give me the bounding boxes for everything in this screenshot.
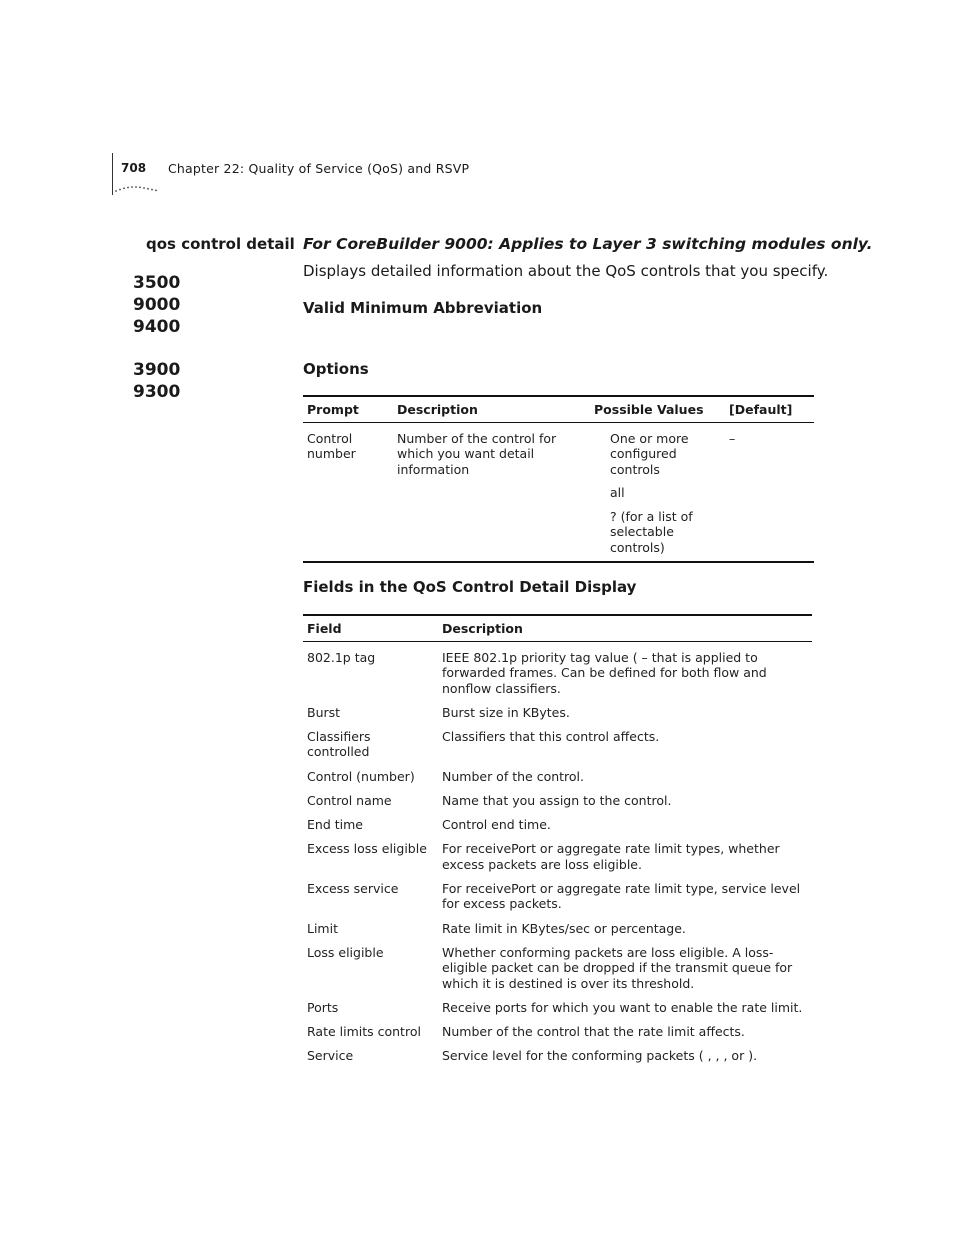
platform-list-1 [133, 272, 180, 338]
page-number: 708 [121, 161, 147, 175]
options-row [303, 422, 814, 562]
option-values [590, 422, 725, 562]
field-name: Control (number) [307, 768, 415, 784]
field-name: Control name [307, 792, 392, 808]
heading-valid-min-abbrev: Valid Minimum Abbreviation [303, 299, 543, 317]
table-row [303, 840, 812, 880]
table-row [303, 1023, 812, 1047]
field-name: Burst [307, 704, 341, 720]
col-field-description: Description [442, 621, 523, 636]
options-table [303, 395, 814, 563]
applies-note: For CoreBuilder 9000: Applies to Layer 3 switching modules only. [303, 235, 873, 253]
header-rule [112, 153, 113, 195]
field-description: Classifiers that this control affects. [442, 728, 660, 744]
table-row [303, 704, 812, 728]
table-row [303, 728, 812, 768]
col-field: Field [307, 621, 342, 636]
field-name: Excess service [307, 880, 399, 896]
field-description: Control end time. [442, 816, 551, 832]
table-row [303, 816, 812, 840]
table-row [303, 1047, 812, 1071]
platform-3900: 3900 [133, 360, 181, 380]
option-value: ? (for a list of selectable controls) [610, 508, 693, 555]
chapter-title-text: Chapter 22: Quality of Service (QoS) and RSVP [168, 161, 470, 176]
field-description: IEEE 802.1p priority tag value ( – that is applied to forwarded frames. Can be defined for both flow and nonflow classifiers. [442, 649, 767, 696]
field-name: Limit [307, 920, 338, 936]
command-name: qos control detail [146, 235, 295, 253]
platform-9400: 9400 [133, 317, 181, 337]
col-default: [Default] [729, 402, 793, 417]
col-possible-values: Possible Values [594, 402, 704, 417]
heading-fields: Fields in the QoS Control Detail Display [303, 578, 637, 596]
platform-9300: 9300 [133, 382, 181, 402]
field-name: Ports [307, 999, 339, 1015]
field-name: 802.1p tag [307, 649, 376, 665]
header-dots-ornament [114, 185, 158, 193]
table-row [303, 880, 812, 920]
command-description: Displays detailed information about the QoS controls that you specify. [303, 262, 829, 280]
platform-3500: 3500 [133, 273, 181, 293]
field-description: Service level for the conforming packets ( , , , or ). [442, 1048, 758, 1064]
field-description: Whether conforming packets are loss eligible. A loss-eligible packet can be dropped if the transmit queue for which it is destined is over its threshold. [442, 944, 793, 991]
table-row [303, 999, 812, 1023]
field-name: Service [307, 1048, 354, 1064]
table-row [303, 641, 812, 704]
option-value: all [610, 485, 625, 500]
heading-options: Options [303, 360, 369, 378]
fields-header-row [303, 615, 812, 641]
field-description: Rate limit in KBytes/sec or percentage. [442, 920, 686, 936]
field-description: Number of the control. [442, 768, 584, 784]
chapter-title [168, 161, 469, 176]
field-description: Number of the control that the rate limit affects. [442, 1024, 745, 1040]
field-description: Receive ports for which you want to enable the rate limit. [442, 999, 803, 1015]
table-row [303, 920, 812, 944]
option-prompt: Control number [307, 430, 356, 461]
fields-table [303, 614, 812, 1071]
field-description: For receivePort or aggregate rate limit types, whether excess packets are loss eligible. [442, 841, 780, 872]
options-header-row [303, 396, 814, 422]
field-name: Excess loss eligible [307, 841, 427, 857]
option-default: – [729, 430, 736, 446]
col-description: Description [397, 402, 478, 417]
field-name: Rate limits control [307, 1024, 421, 1040]
field-name: Classifiers controlled [307, 728, 371, 760]
platform-9000: 9000 [133, 295, 181, 315]
field-name: End time [307, 816, 363, 832]
option-description: Number of the control for which you want detail information [397, 430, 557, 477]
option-value: One or more configured controls [610, 430, 689, 477]
table-row [303, 944, 812, 999]
col-prompt: Prompt [307, 402, 359, 417]
table-row [303, 768, 812, 792]
table-row [303, 792, 812, 816]
field-description: Name that you assign to the control. [442, 792, 672, 808]
field-name: Loss eligible [307, 944, 384, 960]
field-description: For receivePort or aggregate rate limit type, service level for excess packets. [442, 880, 801, 912]
platform-list-2 [133, 359, 180, 403]
field-description: Burst size in KBytes. [442, 704, 570, 720]
